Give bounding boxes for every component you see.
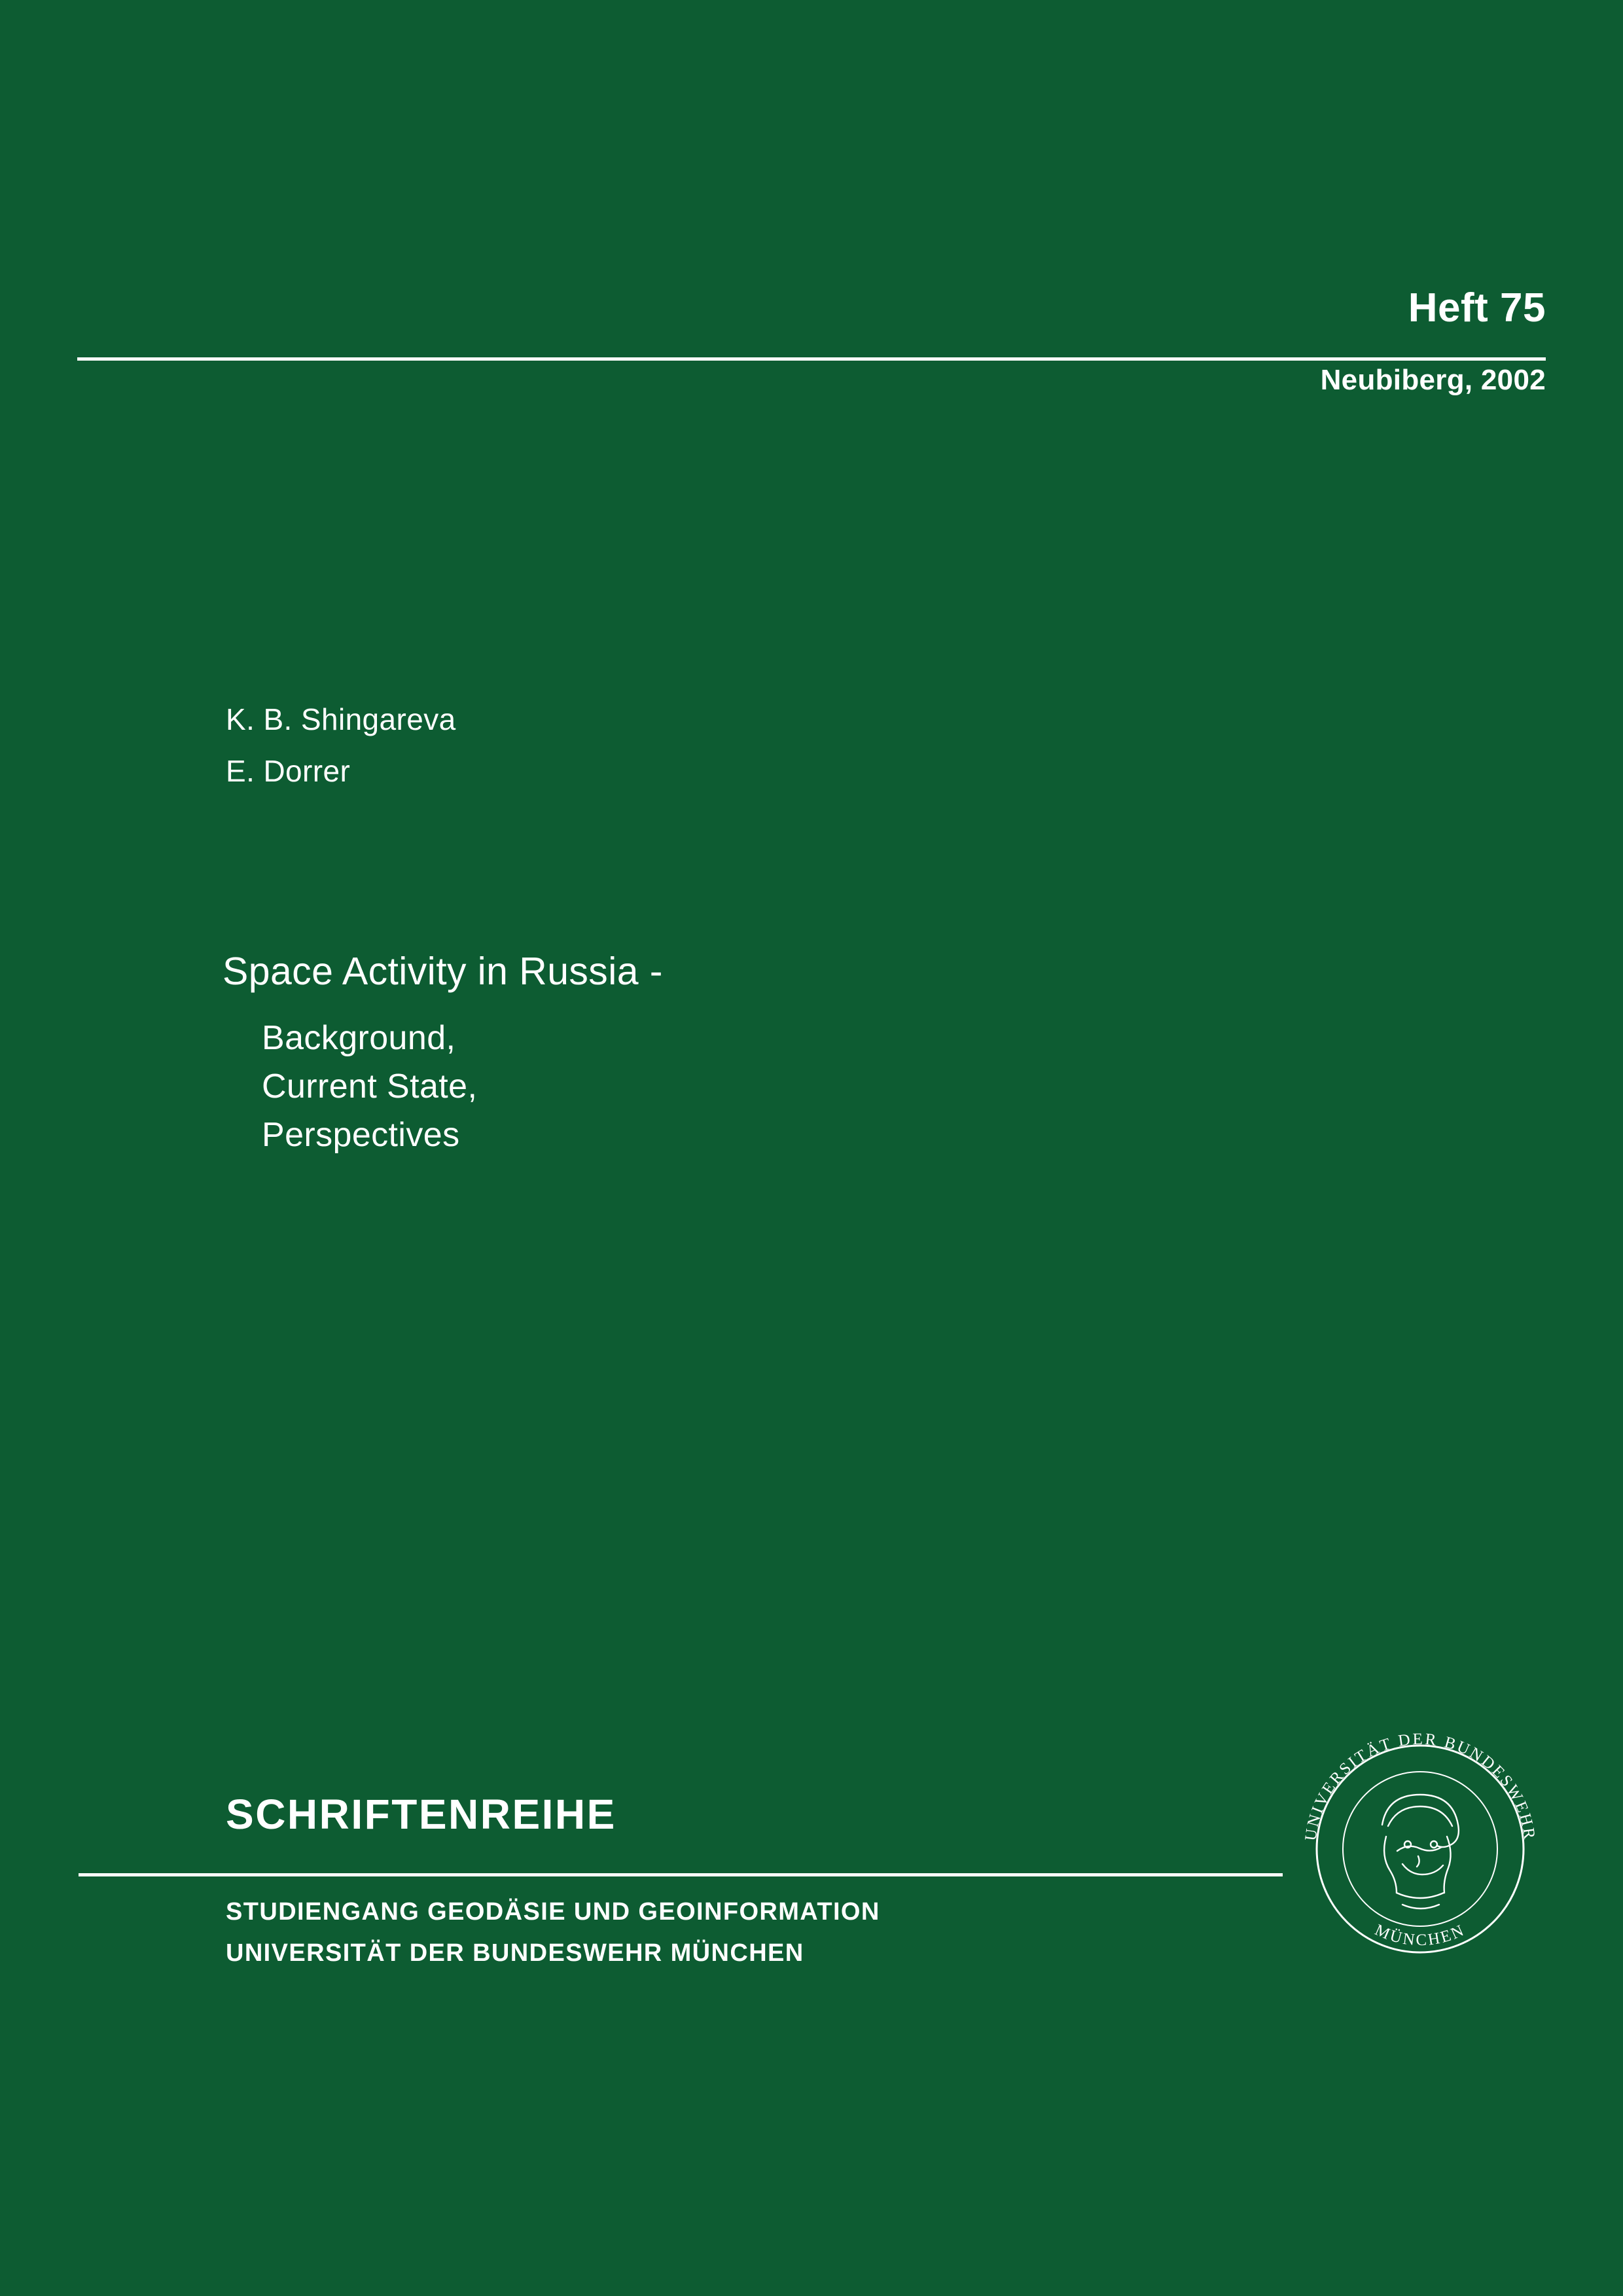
author-name: K. B. Shingareva xyxy=(226,702,456,736)
footer-line: UNIVERSITÄT DER BUNDESWEHR MÜNCHEN xyxy=(226,1939,804,1967)
svg-text:UNIVERSITÄT DER BUNDESWEHR: UNIVERSITÄT DER BUNDESWEHR xyxy=(1302,1730,1539,1842)
svg-text:MÜNCHEN: MÜNCHEN xyxy=(1372,1921,1469,1950)
author-name: E. Dorrer xyxy=(226,754,351,789)
title-block xyxy=(223,952,663,1159)
place-year: Neubiberg, 2002 xyxy=(1320,364,1546,396)
series-title: SCHRIFTENREIHE xyxy=(226,1791,616,1838)
footer-line: STUDIENGANG GEODÄSIE UND GEOINFORMATION xyxy=(226,1898,880,1926)
university-emblem-icon xyxy=(1293,1721,1548,1977)
header-block xyxy=(80,285,1546,335)
footer-affiliation xyxy=(226,1892,880,1973)
subtitle-line: Perspectives xyxy=(262,1115,460,1154)
page-title: Space Activity in Russia - xyxy=(223,950,663,993)
header-divider xyxy=(77,357,1546,361)
subtitle-line: Current State, xyxy=(262,1067,478,1105)
author-list xyxy=(226,694,456,797)
subtitle-line: Background, xyxy=(262,1019,456,1057)
footer-divider xyxy=(79,1873,1283,1876)
subtitle-block xyxy=(262,1014,663,1159)
issue-label: Heft 75 xyxy=(1408,285,1546,331)
